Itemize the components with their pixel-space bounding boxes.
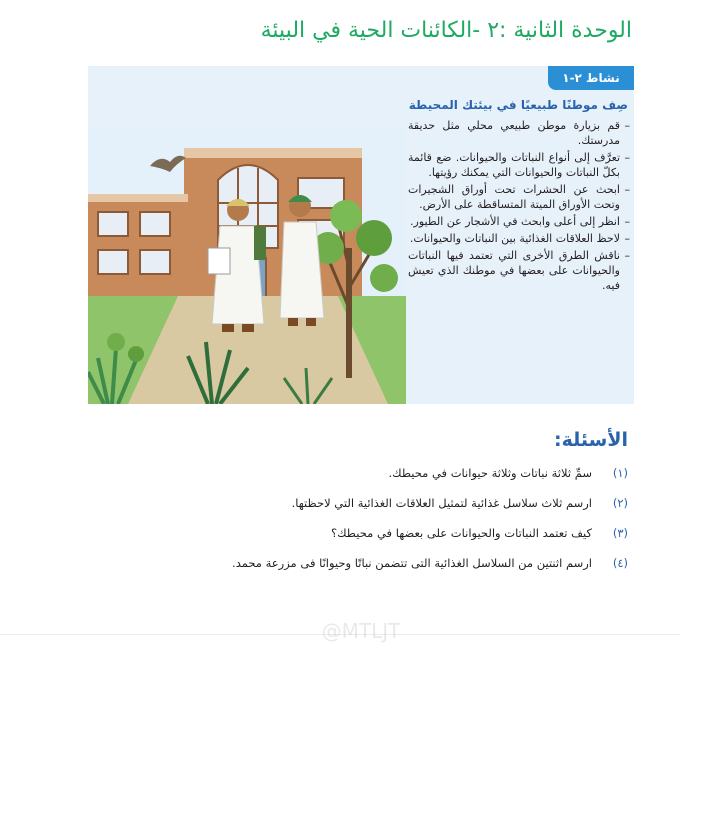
activity-step (408, 248, 630, 293)
activity-step-text: ابحث عن الحشرات تحت أوراق الشجيرات وتحت الأوراق الميتة المتساقطة على الأرض. (408, 183, 620, 211)
step-dash: – (624, 249, 630, 262)
question-number: (٣) (612, 526, 628, 540)
question-item (158, 492, 628, 522)
question-text: ارسم ثلاث سلاسل غذائية لتمثيل العلاقات الغذائية التي لاحظتها. (291, 496, 592, 510)
activity-step-text: تعرَّف إلى أنواع النباتات والحيوانات. ضع قائمة بكلّ النباتات والحيوانات التي يمكنك رؤيتها. (408, 151, 620, 179)
activity-step (408, 182, 630, 212)
question-number: (٢) (612, 496, 628, 510)
activity-step (408, 118, 630, 148)
step-dash: – (624, 151, 630, 164)
step-dash: – (624, 232, 630, 245)
activity-step-text: قم بزيارة موطن طبيعي محلي مثل حديقة مدرستك. (408, 119, 620, 147)
question-text: ارسم اثنتين من السلاسل الغذائية التى تتضمن نباتًا وحيوانًا فى مزرعة محمد. (232, 556, 592, 570)
school-garden-illustration (88, 128, 406, 404)
watermark-logo (286, 618, 436, 644)
unit-title: الوحدة الثانية :٢ -الكائنات الحية في البيئة (260, 18, 632, 43)
question-number: (٤) (612, 556, 628, 570)
activity-badge: نشاط ٢-١ (548, 66, 634, 90)
activity-heading: صِف موطنًا طبيعيًا في بيئتك المحيطة (408, 98, 628, 112)
activity-steps-list (408, 118, 630, 295)
question-item (158, 522, 628, 552)
step-dash: – (624, 183, 630, 196)
activity-panel (88, 66, 634, 404)
questions-list (158, 462, 628, 582)
watermark-text: @MTLJT (321, 619, 401, 643)
question-item (158, 552, 628, 582)
question-text: كيف تعتمد النباتات والحيوانات على بعضها في محيطك؟ (331, 526, 592, 540)
activity-step (408, 214, 630, 229)
activity-step (408, 150, 630, 180)
activity-step (408, 231, 630, 246)
question-text: سمِّ ثلاثة نباتات وثلاثة حيوانات في محيطك. (388, 466, 592, 480)
activity-step-text: ناقش الطرق الأخرى التي تعتمد فيها النباتات والحيوانات على بعضها في موطنك الذي تعيش فيه. (408, 249, 620, 292)
question-number: (١) (612, 466, 628, 480)
step-dash: – (624, 215, 630, 228)
step-dash: – (624, 119, 630, 132)
activity-step-text: انظر إلى أعلى وابحث في الأشجار عن الطيور. (410, 215, 620, 228)
question-item (158, 462, 628, 492)
questions-title: الأسئلة: (554, 429, 628, 451)
activity-step-text: لاحظ العلاقات الغذائية بين النباتات والحيوانات. (409, 232, 620, 245)
